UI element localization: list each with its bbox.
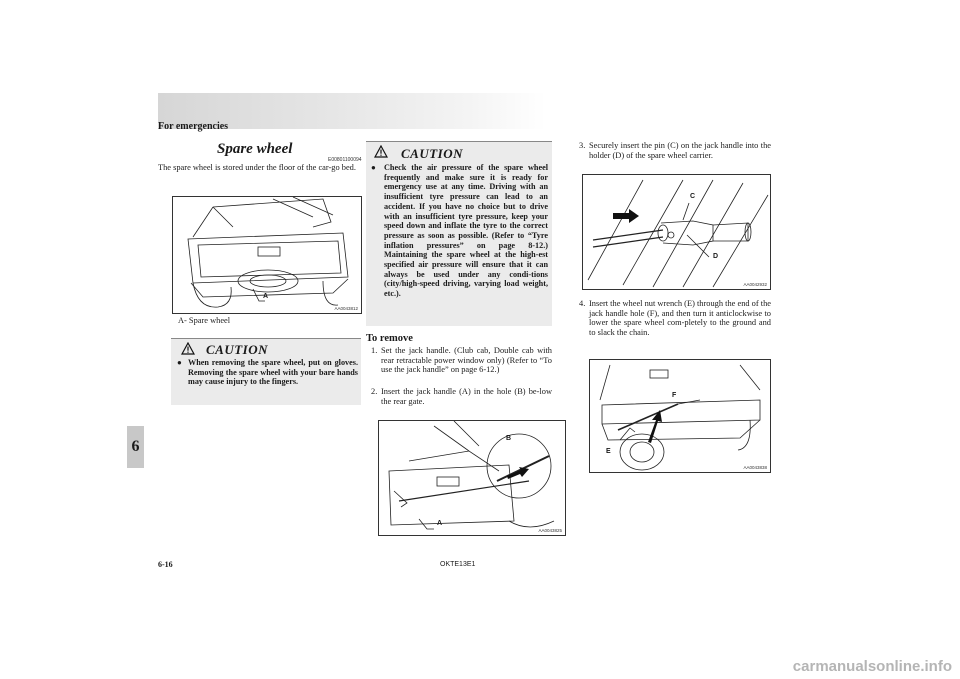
chapter-tab: 6: [127, 426, 144, 468]
figure-spare-wheel: [172, 196, 362, 314]
figure-letter-a: A: [437, 520, 443, 527]
figure-letter-a: A: [263, 293, 269, 300]
figure-code: AA0042932: [743, 282, 767, 287]
figure-letter-e: E: [606, 448, 611, 455]
caution-box-left: [171, 338, 361, 405]
caution-heading: CAUTION: [206, 342, 269, 357]
step-number: 4.: [579, 299, 586, 308]
step-text: Insert the jack handle (A) in the hole (B) be-low the rear gate.: [381, 387, 552, 406]
section-header: For emergencies: [158, 121, 229, 132]
figure-code: AA0043812: [334, 306, 358, 311]
figure-letter-d: D: [713, 253, 719, 260]
caution-heading: CAUTION: [401, 146, 464, 161]
figure-code: AA0043838: [743, 465, 767, 470]
rear-gate-illustration: [379, 421, 565, 535]
warning-icon: [374, 145, 388, 158]
section-code: E00801100094: [328, 157, 362, 163]
step-item: [579, 141, 771, 165]
watermark: carmanualsonline.info: [792, 658, 952, 675]
page-title: Spare wheel: [217, 141, 293, 157]
subsection-title: To remove: [366, 333, 413, 344]
figure-wheel-nut-wrench: [589, 359, 771, 473]
figure-jack-handle-insert: [378, 420, 566, 536]
step-item: [371, 387, 552, 409]
caution-text: Check the air pressure of the spare wheel frequently and make sure it is ready for emergency use at any time. Driving with an insufficient tyre pressure can lead to an accident. If you have no choice but to drive with an insufficient tyre pressure, keep your speed down and inflate the tyre to the correct pressure as soon as possible. (Refer to “Tyre inflation pressures” on page 8-12.) Maintaining the spare wheel at the high-est specified air pressure will ensure that it can always be used under any condi-tions (city/high-speed driving, varying load weight, etc.).: [384, 163, 548, 299]
step-text: Securely insert the pin (C) on the jack handle into the holder (D) of the spare wheel carrier.: [589, 141, 771, 160]
figure-letter-c: C: [690, 193, 696, 200]
step-text: Insert the wheel nut wrench (E) through the end of the jack handle hole (F), and then turn it anticlockwise to lower the spare wheel com-pletely to the ground and to slack the chain.: [589, 299, 771, 337]
step-number: 3.: [579, 141, 586, 150]
intro-text: The spare wheel is stored under the floor of the car-go bed.: [158, 163, 356, 172]
step-item: [579, 299, 771, 341]
step-number: 2.: [371, 387, 378, 396]
document-code: OKTE13E1: [440, 561, 476, 568]
figure-letter-f: F: [672, 392, 677, 399]
step-text: Set the jack handle. (Club cab, Double cab with rear retractable power window only) (Refer to “To use the jack handle” on page 6-12.): [381, 346, 552, 375]
page-number: 6-16: [158, 560, 173, 569]
figure-letter-b: B: [506, 435, 512, 442]
figure-pin-holder: [582, 174, 771, 290]
figure-code: AA0043825: [538, 528, 562, 533]
bullet-icon: ●: [177, 358, 182, 367]
step-number: 1.: [371, 346, 378, 355]
pin-holder-illustration: [583, 175, 770, 289]
wrench-illustration: [590, 360, 770, 472]
warning-icon: [181, 342, 195, 355]
figure-caption: A- Spare wheel: [178, 316, 231, 325]
caution-box-right: [366, 141, 552, 326]
bullet-icon: ●: [371, 163, 376, 172]
step-item: [371, 346, 552, 386]
caution-text: When removing the spare wheel, put on gloves. Removing the spare wheel with your bare hands may cause injury to the fingers.: [188, 358, 358, 387]
